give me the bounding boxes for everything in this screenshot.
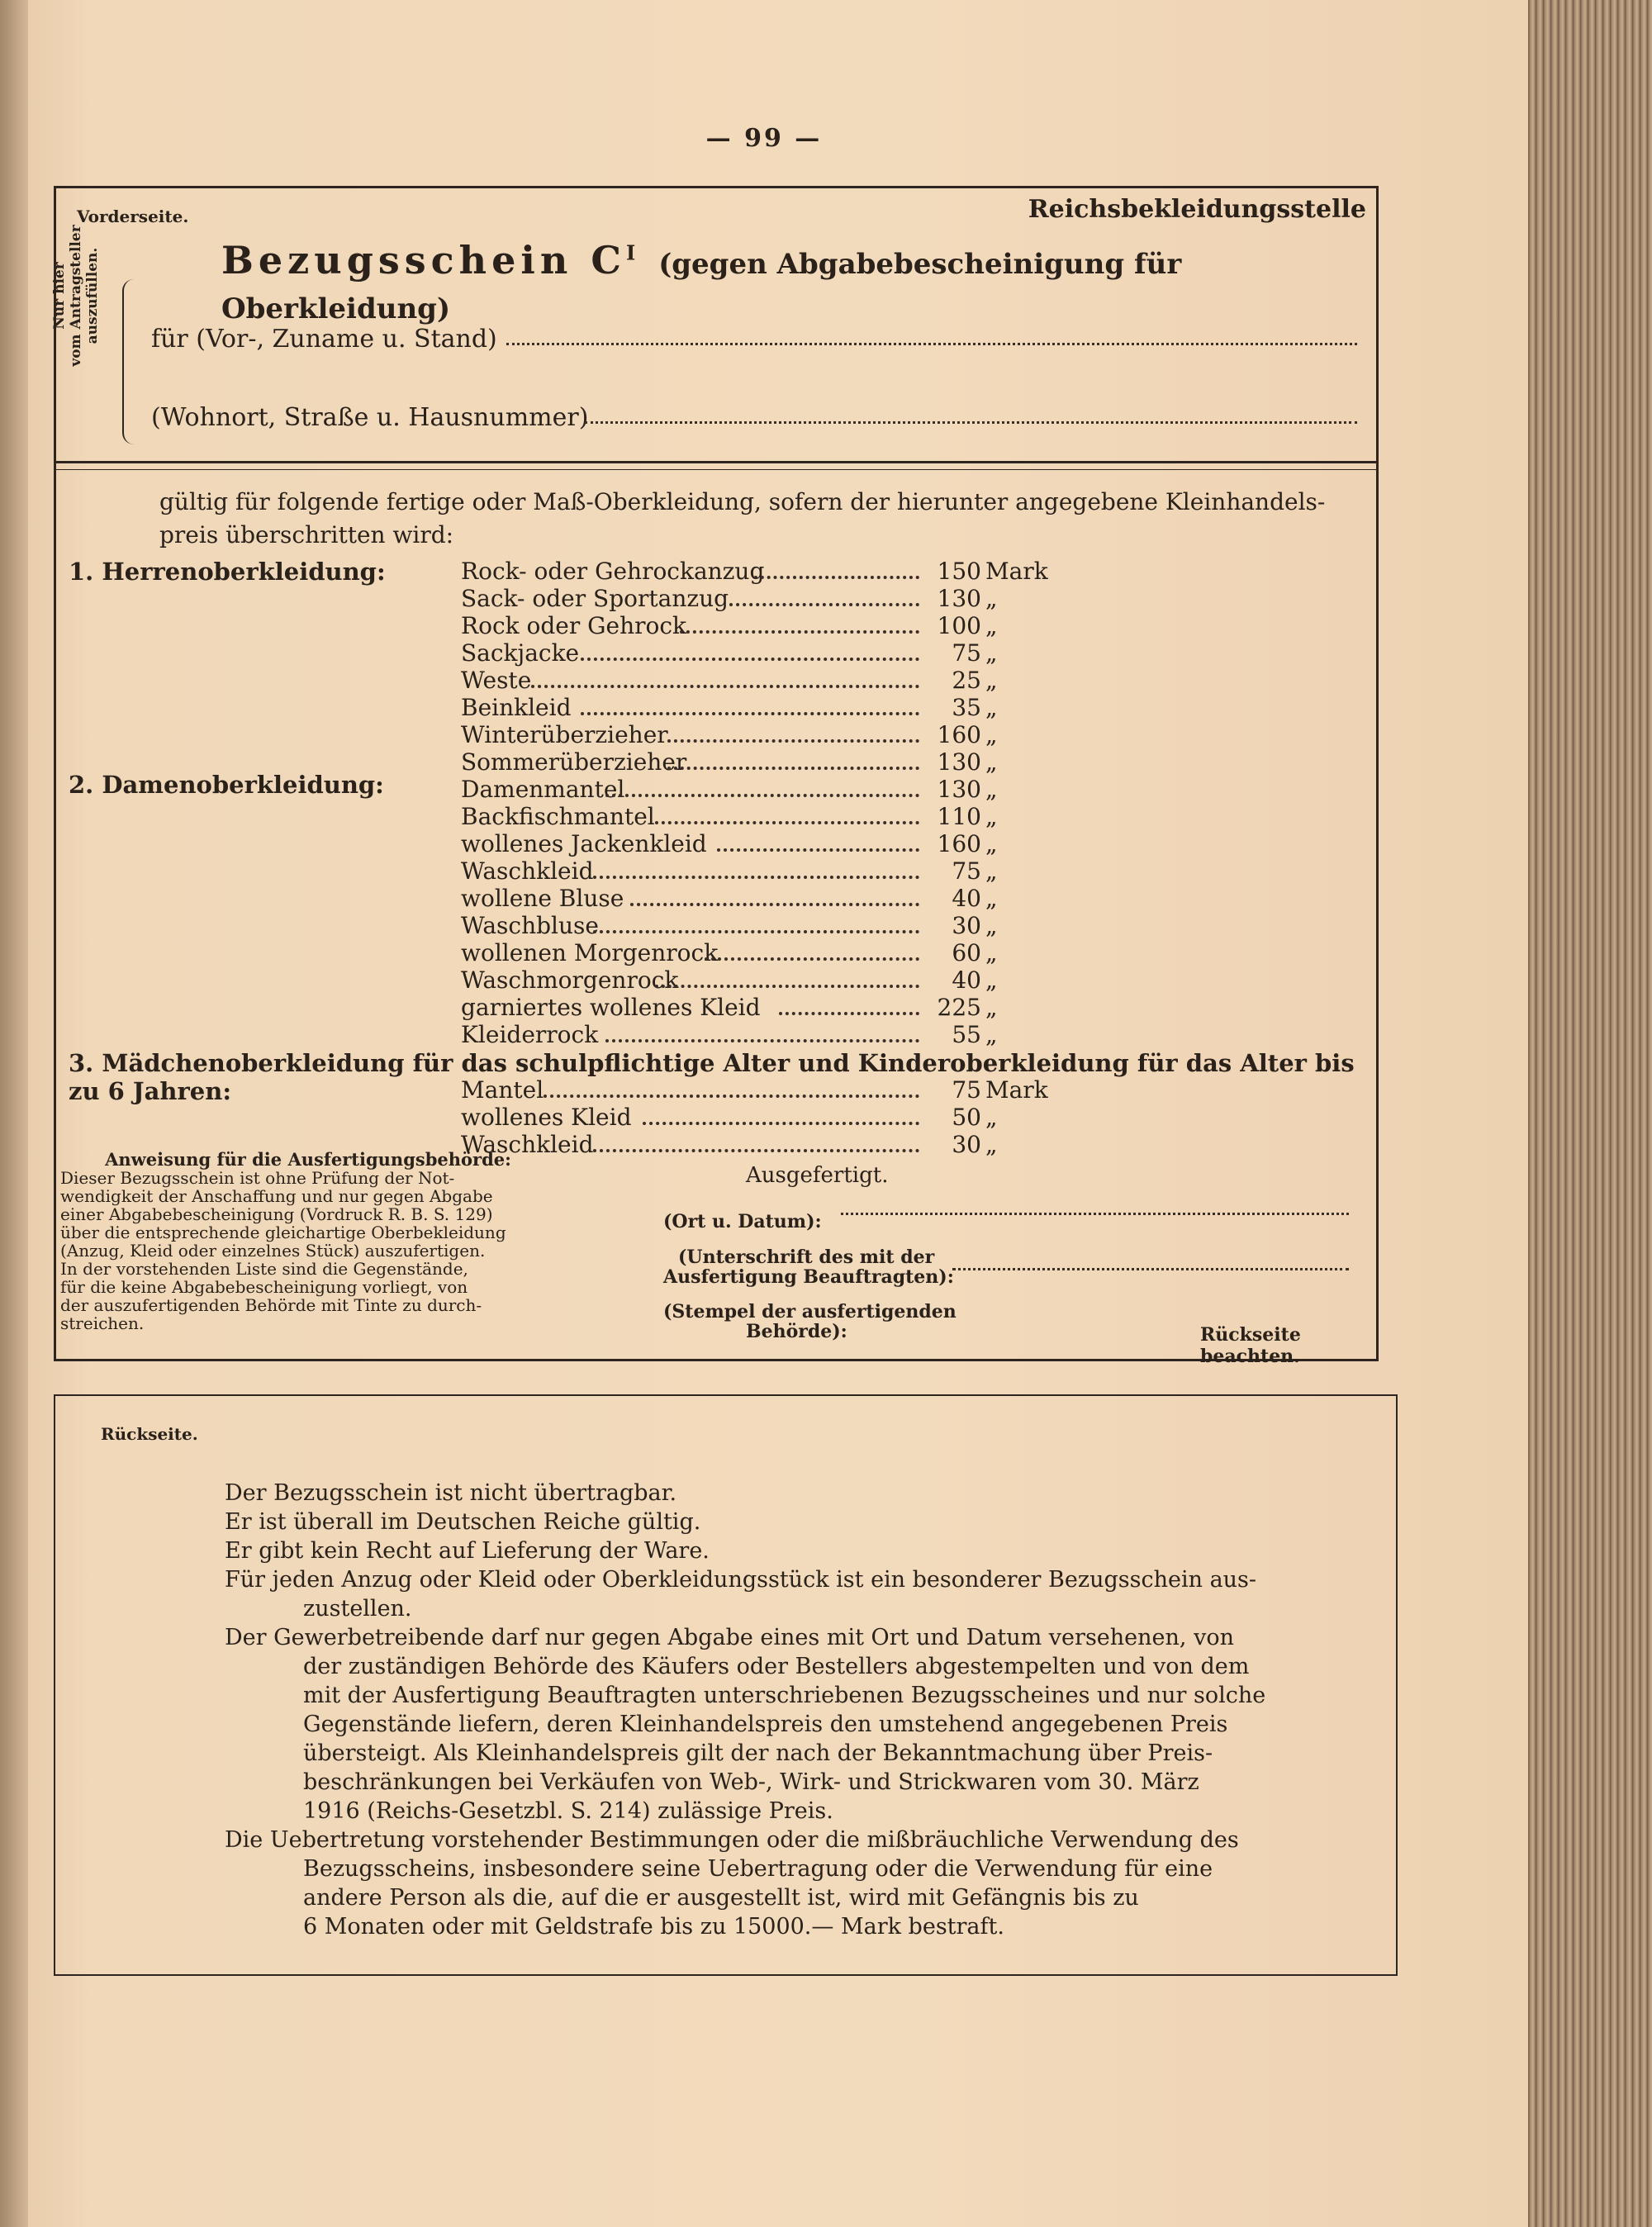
dot-leader	[593, 876, 919, 879]
back-line: mit der Ausfertigung Beauftragten unterschriebenen Bezugsscheines und nur solche	[303, 1683, 1266, 1708]
item-price: 110	[937, 803, 981, 830]
instruction-line: über die entsprechende gleichartige Oberbekleidung	[60, 1223, 506, 1242]
back-text	[225, 1479, 1315, 1941]
item-name: Mantel	[461, 1076, 544, 1104]
item-name: Sackjacke	[461, 639, 580, 667]
name-field-line[interactable]	[506, 341, 1357, 345]
item-price: 75	[952, 1076, 981, 1104]
item-unit: „	[985, 639, 998, 667]
item-name: Weste	[461, 667, 532, 694]
item-unit: „	[985, 1104, 998, 1131]
dot-leader	[779, 1012, 919, 1015]
item-price: 75	[952, 857, 981, 885]
price-row	[56, 639, 1089, 667]
dot-leader	[630, 903, 919, 906]
intro-text	[159, 486, 1325, 552]
back-line: 6 Monaten oder mit Geldstrafe bis zu 15000.— Mark bestraft.	[303, 1914, 1004, 1940]
back-line: der zuständigen Behörde des Käufers oder Bestellers abgestempelten und von dem	[303, 1654, 1250, 1679]
item-unit: „	[985, 748, 998, 776]
instruction-block	[60, 1151, 556, 1332]
applicant-note-line: vom Antragsteller	[68, 225, 84, 367]
item-unit: „	[985, 994, 998, 1021]
item-name: wollenes Kleid	[461, 1104, 632, 1131]
price-row	[56, 1104, 1089, 1131]
item-name: Beinkleid	[461, 694, 572, 721]
item-name: wollene Bluse	[461, 885, 624, 912]
back-line: übersteigt. Als Kleinhandelspreis gilt der nach der Bekanntmachung über Preis-	[303, 1740, 1213, 1766]
item-unit: „	[985, 694, 998, 721]
item-price: 75	[952, 639, 981, 667]
back-line: Die Uebertretung vorstehender Bestimmungen oder die mißbräuchliche Verwendung des	[225, 1827, 1239, 1853]
item-price: 100	[937, 612, 981, 639]
item-unit: „	[985, 912, 998, 939]
see-back-note: Rückseite beachten.	[1200, 1324, 1301, 1367]
section-divider-thin	[56, 469, 1376, 470]
dot-leader	[655, 821, 919, 824]
back-line: Bezugsscheins, insbesondere seine Uebertragung oder die Verwendung für eine	[303, 1856, 1213, 1882]
dot-leader	[605, 794, 919, 797]
item-price: 25	[952, 667, 981, 694]
item-unit: „	[985, 667, 998, 694]
item-unit: „	[985, 857, 998, 885]
dot-leader	[531, 685, 919, 688]
back-line: Er gibt kein Recht auf Lieferung der Ware.	[225, 1538, 710, 1564]
stamp-label-line: Behörde):	[746, 1321, 847, 1342]
price-row	[56, 776, 1089, 803]
price-row	[56, 558, 1089, 585]
stamp-label-line: (Stempel der ausfertigenden	[663, 1301, 957, 1322]
item-price: 130	[937, 776, 981, 803]
coupon-title	[221, 238, 1376, 327]
item-unit: „	[985, 966, 998, 994]
item-unit: „	[985, 585, 998, 612]
item-price: 150	[937, 558, 981, 585]
place-date-label: (Ort u. Datum):	[663, 1211, 822, 1232]
applicant-note	[51, 213, 101, 378]
stamp-label	[663, 1302, 957, 1341]
item-price: 35	[952, 694, 981, 721]
item-price: 55	[952, 1021, 981, 1048]
dot-leader	[729, 603, 919, 606]
category-women: 2. Damenoberkleidung:	[69, 771, 384, 799]
price-row	[56, 694, 1089, 721]
price-row	[56, 667, 1089, 694]
dot-leader	[667, 739, 919, 743]
front-side-label: Vorderseite.	[77, 207, 189, 226]
item-unit: „	[985, 885, 998, 912]
back-line: Der Bezugsschein ist nicht übertragbar.	[225, 1480, 677, 1506]
back-line: 1916 (Reichs-Gesetzbl. S. 214) zulässige Preis.	[303, 1798, 833, 1824]
intro-line: preis überschritten wird:	[159, 521, 454, 548]
dot-leader	[705, 957, 919, 961]
item-price: 60	[952, 939, 981, 966]
dot-leader	[581, 658, 919, 661]
item-price: 40	[952, 966, 981, 994]
coupon-back	[54, 1394, 1398, 1976]
item-name: Backfischmantel	[461, 803, 655, 830]
book-spine	[0, 0, 28, 2227]
instruction-line: Dieser Bezugsschein ist ohne Prüfung der Not-	[60, 1168, 455, 1188]
applicant-note-line: auszufüllen.	[84, 247, 101, 344]
back-line: Gegenstände liefern, deren Kleinhandelspreis den umstehend angegebenen Preis	[303, 1712, 1228, 1737]
instruction-line: (Anzug, Kleid oder einzelnes Stück) auszufertigen.	[60, 1241, 486, 1261]
section-divider	[56, 461, 1376, 463]
dot-leader	[655, 985, 919, 988]
item-unit: „	[985, 1021, 998, 1048]
item-price: 30	[952, 912, 981, 939]
item-price: 225	[937, 994, 981, 1021]
item-name: wollenen Morgenrock	[461, 939, 719, 966]
name-field-label: für (Vor-, Zuname u. Stand)	[151, 325, 497, 354]
price-row	[56, 830, 1089, 857]
dot-leader	[667, 767, 919, 770]
dot-leader	[643, 1122, 919, 1125]
applicant-note-line: Nur hier	[51, 262, 68, 330]
dot-leader	[605, 1039, 919, 1042]
item-price: 160	[937, 721, 981, 748]
issued-label: Ausgefertigt.	[746, 1163, 889, 1188]
item-name: Waschkleid	[461, 1131, 594, 1158]
dot-leader	[593, 1149, 919, 1152]
item-price: 130	[937, 585, 981, 612]
signature-label-line: (Unterschrift des mit der	[678, 1246, 935, 1268]
item-name: Sack- oder Sportanzug	[461, 585, 729, 612]
item-unit: „	[985, 1131, 998, 1158]
item-name: garniertes wollenes Kleid	[461, 994, 761, 1021]
item-price: 50	[952, 1104, 981, 1131]
dot-leader	[717, 848, 919, 852]
item-name: Waschmorgenrock	[461, 966, 679, 994]
item-price: 40	[952, 885, 981, 912]
item-price: 130	[937, 748, 981, 776]
item-unit: „	[985, 830, 998, 857]
item-price: 160	[937, 830, 981, 857]
item-unit: „	[985, 721, 998, 748]
price-row	[56, 1021, 1089, 1048]
price-row	[56, 748, 1089, 776]
price-row	[56, 966, 1089, 994]
dot-leader	[754, 576, 919, 579]
title-subtitle: (gegen Abgabebescheinigung für Oberkleidung)	[221, 248, 1182, 325]
back-line: Der Gewerbetreibende darf nur gegen Abgabe eines mit Ort und Datum versehenen, von	[225, 1625, 1234, 1650]
signature-label	[663, 1247, 954, 1287]
address-field-line[interactable]	[585, 420, 1357, 424]
item-name: Waschbluse	[461, 912, 599, 939]
book-page-edges	[1528, 0, 1652, 2227]
instruction-line: streichen.	[60, 1313, 145, 1333]
instruction-line: wendigkeit der Anschaffung und nur gegen Abgabe	[60, 1186, 493, 1206]
price-row	[56, 912, 1089, 939]
instruction-heading: Anweisung für die Ausfertigungsbehörde:	[105, 1149, 511, 1170]
back-line: Er ist überall im Deutschen Reiche gültig.	[225, 1509, 701, 1535]
item-name: wollenes Jackenkleid	[461, 830, 707, 857]
title-superscript: I	[625, 240, 641, 265]
instruction-line: für die keine Abgabebescheinigung vorliegt, von	[60, 1277, 468, 1297]
price-row	[56, 612, 1089, 639]
address-field-label: (Wohnort, Straße u. Hausnummer)	[151, 403, 589, 432]
brace-divider	[122, 279, 135, 444]
item-unit: „	[985, 939, 998, 966]
price-row	[56, 939, 1089, 966]
dot-leader	[581, 712, 919, 715]
back-line: Für jeden Anzug oder Kleid oder Oberkleidungsstück ist ein besonderer Bezugsschein aus-	[225, 1567, 1257, 1593]
title-main: Bezugsschein C	[221, 238, 626, 283]
category-men: 1. Herrenoberkleidung:	[69, 558, 386, 586]
back-line: beschränkungen bei Verkäufen von Web-, Wirk- und Strickwaren vom 30. März	[303, 1769, 1199, 1795]
dot-leader	[593, 930, 919, 933]
intro-line: gültig für folgende fertige oder Maß-Oberkleidung, sofern der hierunter angegebene Kleinhandels-	[159, 488, 1326, 515]
instruction-line: einer Abgabebescheinigung (Vordruck R. B. S. 129)	[60, 1204, 493, 1224]
back-line: zustellen.	[303, 1596, 412, 1622]
dot-leader	[680, 630, 919, 634]
price-row	[56, 803, 1089, 830]
back-line: andere Person als die, auf die er ausgestellt ist, wird mit Gefängnis bis zu	[303, 1885, 1139, 1911]
price-row	[56, 885, 1089, 912]
signature-label-line: Ausfertigung Beauftragten):	[663, 1266, 954, 1288]
place-date-line[interactable]	[841, 1211, 1349, 1215]
price-row	[56, 857, 1089, 885]
signature-line[interactable]	[952, 1266, 1349, 1270]
item-unit: „	[985, 776, 998, 803]
item-name: Rock- oder Gehrockanzug	[461, 558, 765, 585]
item-name: Rock oder Gehrock	[461, 612, 686, 639]
item-price: 30	[952, 1131, 981, 1158]
price-row	[56, 585, 1089, 612]
item-unit: „	[985, 803, 998, 830]
price-row	[56, 1076, 1089, 1104]
page-number: — 99 —	[705, 124, 823, 153]
agency-name: Reichsbekleidungsstelle	[1028, 195, 1366, 224]
back-side-label: Rückseite.	[101, 1424, 198, 1444]
item-unit: Mark	[985, 1076, 1048, 1104]
price-row	[56, 994, 1089, 1021]
dot-leader	[544, 1095, 919, 1098]
item-name: Sommerüberzieher	[461, 748, 687, 776]
coupon-front	[51, 186, 1379, 1367]
instruction-line: In der vorstehenden Liste sind die Gegenstände,	[60, 1259, 468, 1279]
item-unit: „	[985, 612, 998, 639]
item-name: Kleiderrock	[461, 1021, 599, 1048]
item-name: Winterüberzieher	[461, 721, 668, 748]
item-unit: Mark	[985, 558, 1048, 585]
instruction-line: der auszufertigenden Behörde mit Tinte zu durch-	[60, 1295, 482, 1315]
price-row	[56, 721, 1089, 748]
item-name: Waschkleid	[461, 857, 594, 885]
category-children: 3. Mädchenoberkleidung für das schulpflichtige Alter und Kinderoberkleidung für das Alter bis zu 6 Jahren:	[69, 1049, 1355, 1105]
item-name: Damenmantel	[461, 776, 625, 803]
